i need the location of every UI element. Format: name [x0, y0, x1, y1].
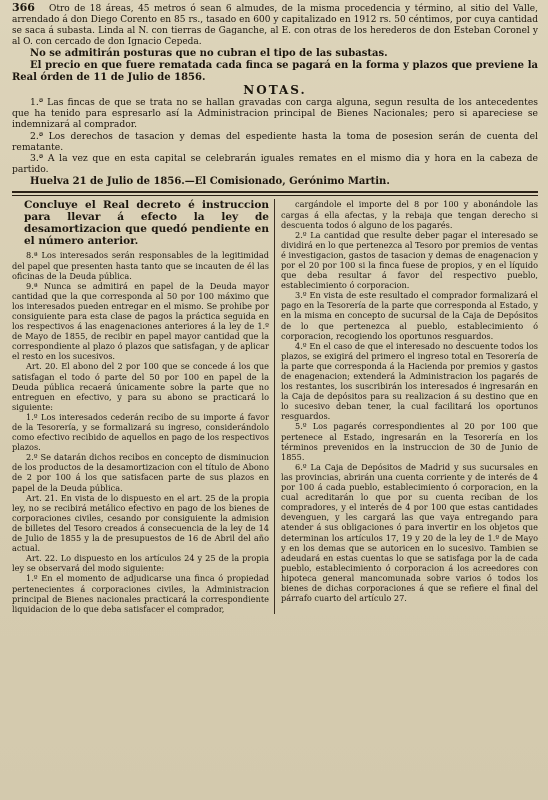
left-paragraph: 2.º Se datarán dichos recibos en concepto de disminucion de los productos de la desamortizacion con el título de Abono de 2 por 100 á los que satisfacen parte de sus plazos en papel de la Deuda pública.	[12, 452, 269, 493]
right-paragraph: cargándole el importe del 8 por 100 y abonándole las cargas á ella afectas, y la rebaja que tengan derecho si descuenta todos ó alguno de los pagarés.	[281, 199, 538, 230]
right-paragraph: 4.º En el caso de que el interesado no descuente todos los plazos, se exigirá del primero el ingreso total en Tesorería de la parte que corresponda á la Hacienda por premios y gastos de enagenacion; extenderá la Administracion los pagarés de los restantes, los suscribirán los interesados é ingresarán en la Caja de depósitos para su realizacion á su destino que en lo sucesivo deban tener, la cual facilitará los oportunos resguardos.	[281, 340, 538, 422]
left-paragraph: 1.º En el momento de adjudicarse una finca ó propiedad pertenecientes á corporaciones civiles, la Administracion principal de Bienes nacionales practicará la correspondiente liquidacion de lo que deba satisfacer el comprador,	[12, 573, 269, 614]
header-paragraph-3: El precio en que fuere rematada cada finca se pagará en la forma y plazos que previene la Real órden de 11 de Julio de 1856.	[12, 60, 538, 83]
notas-title: NOTAS.	[243, 83, 307, 97]
auction-header	[12, 2, 538, 84]
left-paragraph: 8.ª Los interesados serán responsables de la legitimidad del papel que presenten hasta tanto que se incauten de él las oficinas de la Deuda pública.	[12, 250, 269, 281]
page-number: 366	[12, 1, 35, 14]
signature-line: Huelva 21 de Julio de 1856.—El Comisionado, Gerónimo Martin.	[30, 176, 390, 188]
left-column	[12, 199, 275, 613]
left-paragraph: 1.º Los interesados cederán recibo de su importe á favor de la Tesorería, y se formalizará su ingreso, considerándolo como efectivo recibido de aquellos en pago de los respectivos plazos.	[12, 411, 269, 453]
left-paragraph: 9.ª Nunca se admitirá en papel de la Deuda mayor cantidad que la que corresponda al 50 por 100 máximo que los interesados pueden entregar en el mismo. Se prohibe por consiguiente para esta clase de pagos la práctica seguida en los respectivos á las enagenaciones anteriores á la ley de 1.º de Mayo de 1855, de recibir en papel mayor cantidad que la correspondiente al plazo ó plazos que satisfagan, y de aplicar el resto en los sucesivos.	[12, 280, 269, 362]
two-column-body	[12, 199, 538, 613]
header-paragraph-2: No se admitirán posturas que no cubran el tipo de las subastas.	[30, 48, 388, 59]
right-column	[281, 199, 538, 613]
section-divider-thick	[12, 191, 538, 193]
header-paragraph-1	[12, 2, 538, 48]
left-paragraph: Art. 22. Lo dispuesto en los artículos 24 y 25 de la propia ley se observará del modo siguiente:	[12, 553, 269, 574]
decree-title: Concluye el Real decreto é instruccion para llevar á efecto la ley de desamortizacion que quedó pendiente en el número anterior.	[24, 199, 269, 248]
right-paragraph: 6.º La Caja de Depósitos de Madrid y sus sucursales en las provincias, abrirán una cuenta corriente y de interés de 4 por 100 á cada pueblo, establecimiento ó corporacion, en la cual acreditarán lo que por su cuenta reciban de los compradores, y el interés de 4 por 100 que estas cantidades devenguen, y les cargará las que vaya entregando para atender á sus obligaciones ó para invertir en los objetos que determinan los artículos 17, 19 y 20 de la ley de 1.º de Mayo y en los demas que se autoricen en lo sucesivo. Tambien se adeudará en estas cuentas lo que se satisfaga por la de cada pueblo, establecimiento ó corporacion á los acreedores con hipoteca general mancomunada sobre varios ó todos los bienes de dichas corporaciones á que se refiere el final del párrafo cuarto del artículo 27.	[281, 461, 538, 604]
left-paragraph: Art. 21. En vista de lo dispuesto en el art. 25 de la propia ley, no se recibirá metálico efectivo en pago de los bienes de corporaciones civiles, cesando por consiguiente la admision de billetes del Tesoro creados á consecuencia de la ley de 14 de Julio de 1855 y la de presupuestos de 16 de Abril del año actual.	[12, 492, 269, 554]
header-paragraph-1-text: Otro de 18 áreas, 45 metros ó sean 6 almudes, de la misma procedencia y término, al sitio del Valle, arrendado á don Diego Corento en 85 rs., tasado en 600 y capitalizado en 1912 rs. 50 céntimos, por cuya cantidad se saca á subasta. Linda al N. con tierras de Gaganche, al E. con otras de los herederos de don Esteban Coronel y al O. con cercado de don Ignacio Cepeda.	[12, 4, 538, 47]
nota-1: 1.ª Las fincas de que se trata no se hallan gravadas con carga alguna, segun resulta de los antecedentes que ha tenido para espresarlo así la Administracion principal de Bienes Nacionales; pero si apareciese se indemnizará al comprador.	[12, 97, 538, 131]
right-paragraph: 2.º La cantidad que resulte deber pagar el interesado se dividirá en lo que pertenezca al Tesoro por premios de ventas é investigacion, gastos de tasacion y demas de enagenacion y por el 20 por 100 si la finca fuese de propios, y en el líquido que deba resultar á favor del respectivo pueblo, establecimiento ó corporacion.	[281, 229, 538, 291]
nota-2: 2.ª Los derechos de tasacion y demas del espediente hasta la toma de posesion serán de cuenta del rematante.	[12, 130, 538, 153]
nota-3: 3.ª A la vez que en esta capital se celebrarán iguales remates en el mismo dia y hora en la cabeza de partido.	[12, 153, 538, 176]
right-paragraph: 3.º En vista de este resultado el comprador formalizará el pago en la Tesorería de la parte que corresponda al Estado, y en la misma en concepto de sucursal de la Caja de Depósitos de lo que pertenezca al pueblo, establecimiento ó corporacion, recogiendo los oportunos resguardos.	[281, 290, 538, 341]
section-divider-thin	[12, 195, 538, 196]
left-paragraph: Art. 20. El abono del 2 por 100 que se concede á los que satisfagan el todo ó parte del 50 por 100 en papel de la Deuda pública recaerá únicamente sobre la parte que no entreguen en efectivo, y para su abono se practicará lo siguiente:	[12, 361, 269, 412]
right-paragraph: 5.º Los pagarés correspondientes al 20 por 100 que pertenece al Estado, ingresarán en la Tesorería en los términos prevenidos en la instruccion de 30 de Junio de 1855.	[281, 421, 538, 462]
